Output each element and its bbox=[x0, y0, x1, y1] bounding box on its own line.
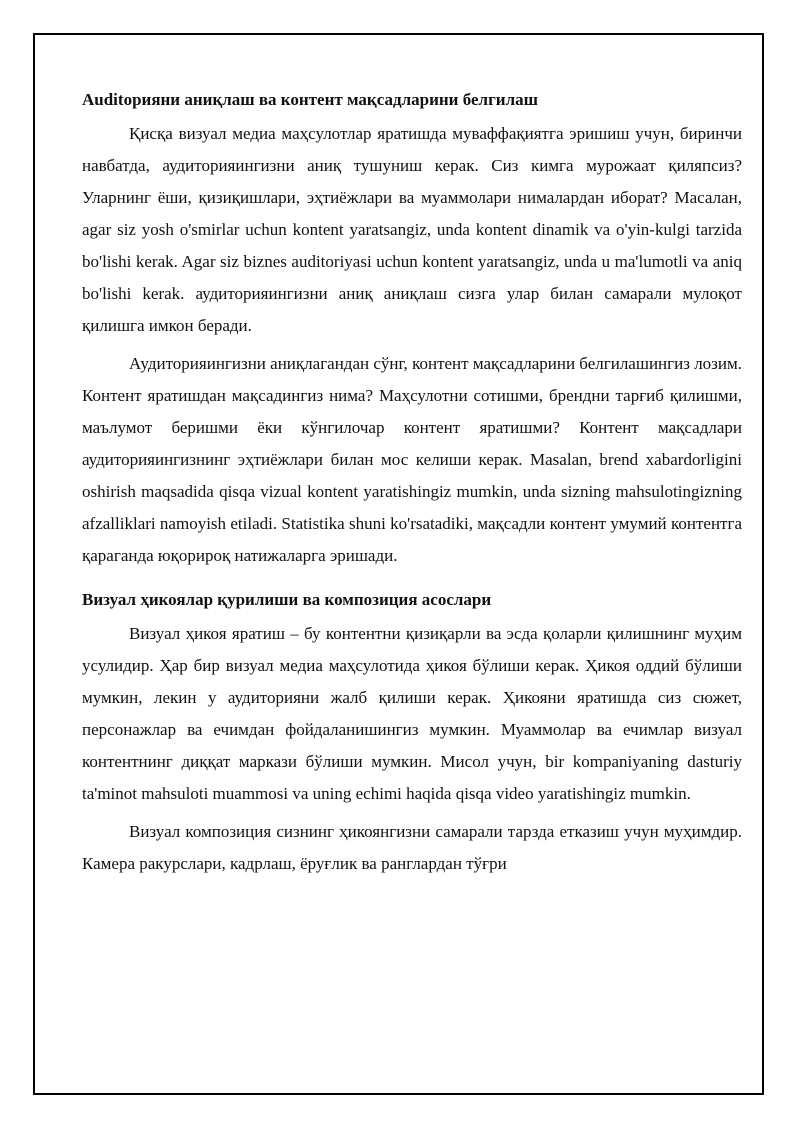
paragraph-content-goals: Аудиторияингизни аниқлагандан сўнг, контент мақсадларини белгилашингиз лозим. Контент яратишдан мақсадингиз нима? Маҳсулотни сотишми, брендни тарғиб қилишми, маълумот беришми ёки кўнгилочар контент яратишми? Контент мақсадлари аудиторияингизнинг эҳтиёжлари билан мос келиши керак. Masalan, brend xabardorligini oshirish maqsadida qisqa vizual kontent yaratishingiz mumkin, unda sizning mahsulotingizning afzalliklari namoyish etiladi. Statistika shuni ko'rsatadiki, мақсадли контент умумий контентга қараганда юқорироқ натижаларга эришади. bbox=[82, 354, 742, 565]
document-body bbox=[82, 88, 742, 886]
paragraph-visual-composition: Визуал композиция сизнинг ҳикоянгизни самарали тарзда етказиш учун муҳимдир. Камера ракурслари, кадрлаш, ёруғлик ва ранглардан тўғри bbox=[82, 822, 742, 873]
section-heading-audience: Auditорияни аниқлаш ва контент мақсадларини белгилаш bbox=[82, 90, 538, 109]
paragraph-audience-intro: Қисқа визуал медиа маҳсулотлар яратишда муваффақиятга эришиш учун, биринчи навбатда, аудиторияингизни аниқ тушуниш керак. Сиз кимга мурожаат қиляпсиз? Уларнинг ёши, қизиқишлари, эҳтиёжлари ва муаммолари нималардан иборат? Масалан, agar siz yosh o'smirlar uchun kontent yaratsangiz, unda kontent dinamik va o'yin-kulgi tarzida bo'lishi kerak. Agar siz biznes auditoriyasi uchun kontent yaratsangiz, unda u ma'lumotli va aniq bo'lishi kerak. аудиторияингизни аниқ аниқлаш сизга улар билан самарали мулоқот қилишга имкон беради. bbox=[82, 124, 742, 335]
paragraph-visual-story: Визуал ҳикоя яратиш – бу контентни қизиқарли ва эсда қоларли қилишнинг муҳим усулидир. Ҳар бир визуал медиа маҳсулотида ҳикоя бўлиши керак. Ҳикоя оддий бўлиши мумкин, лекин у аудиторияни жалб қилиши керак. Ҳикояни яратишда сиз сюжет, персонажлар ва ечимдан фойдаланишингиз мумкин. Муаммолар ва ечимлар визуал контентнинг диққат маркази бўлиши мумкин. Мисол учун, bir kompaniyaning dasturiy ta'minot mahsuloti muammosi va uning echimi haqida qisqa video yaratishingiz mumkin. bbox=[82, 624, 742, 803]
section-heading-visual-story: Визуал ҳикоялар қурилиши ва композиция асослари bbox=[82, 590, 492, 609]
